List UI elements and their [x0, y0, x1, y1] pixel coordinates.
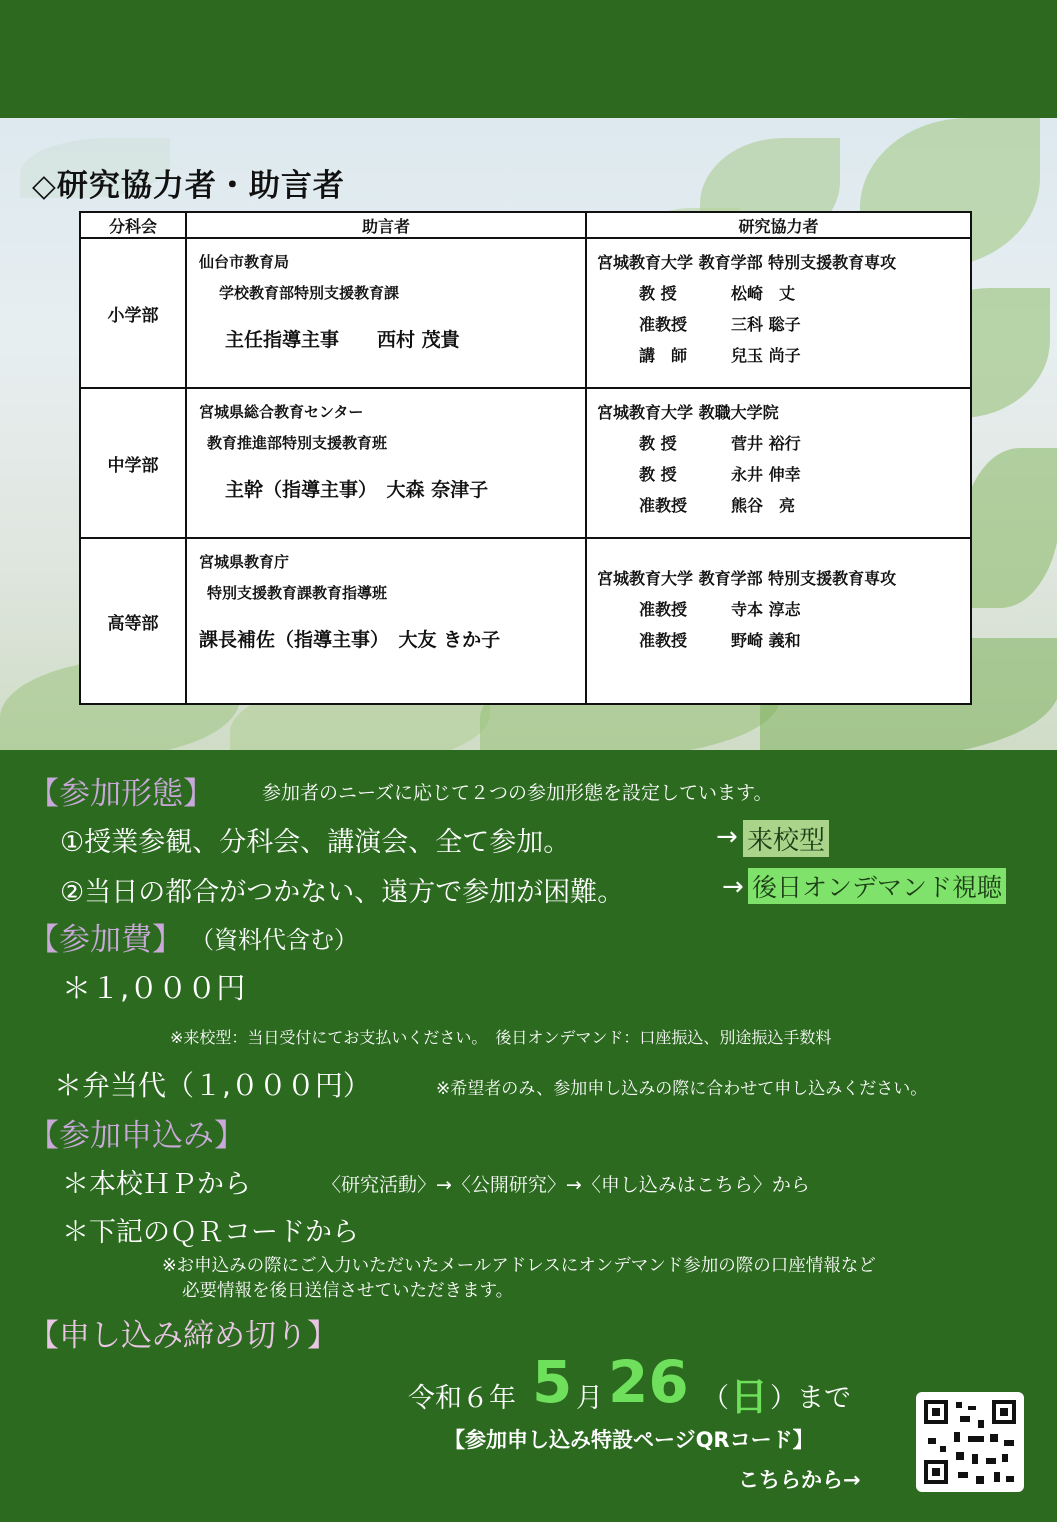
member-position: 准教授 — [639, 496, 688, 515]
member-item — [597, 278, 960, 309]
header-cooperator: 研究協力者 — [586, 212, 971, 238]
advisor-dept: 学校教育部特別支援教育課 — [219, 284, 400, 302]
member-position: 准教授 — [639, 315, 688, 334]
cooperator-org: 宮城教育大学 教職大学院 — [597, 403, 779, 422]
deadline-suffix: ）まで — [770, 1383, 851, 1414]
cooperator-table — [79, 211, 972, 705]
header-advisor: 助言者 — [186, 212, 586, 238]
deadline-month: 5 — [532, 1348, 573, 1416]
header-division: 分科会 — [80, 212, 186, 238]
member-item — [597, 625, 960, 656]
apply-qr: ＊下記のＱＲコードから — [62, 1217, 359, 1248]
member-name: 松崎 丈 — [731, 284, 796, 303]
fee-note: （資料代含む） — [190, 926, 358, 954]
fee-amount: ＊１,０００円 — [62, 971, 246, 1005]
member-item — [597, 428, 960, 459]
advisor-cell — [186, 388, 586, 538]
cooperator-cell — [586, 388, 971, 538]
option-2-tag: 後日オンデマンド視聴 — [748, 868, 1006, 904]
member-position: 教 授 — [639, 434, 677, 453]
qr-pointer: こちらから→ — [738, 1468, 861, 1492]
participation-heading: 【参加形態】 — [28, 776, 214, 812]
cooperator-org: 宮城教育大学 教育学部 特別支援教育専攻 — [597, 253, 897, 272]
option-2: ②当日の都合がつかない、遠方で参加が困難。 — [60, 877, 625, 908]
apply-note-1: ※お申込みの際にご入力いただいたメールアドレスにオンデマンド参加の際の口座情報など — [162, 1256, 876, 1276]
member-position: 准教授 — [639, 631, 688, 650]
advisor-title-name: 課長補佐（指導主事） 大友 きか子 — [199, 629, 501, 651]
member-item — [597, 594, 960, 625]
table-header-row — [80, 212, 971, 238]
option-1-arrow: → — [716, 822, 738, 852]
qr-label: 【参加申し込み特設ページQRコード】 — [444, 1428, 814, 1452]
advisor-title-name: 主任指導主事 西村 茂貴 — [225, 329, 460, 351]
lunch-note: ※希望者のみ、参加申し込みの際に合わせて申し込みください。 — [436, 1079, 928, 1099]
advisor-cell — [186, 538, 586, 704]
division-name: 中学部 — [80, 388, 186, 538]
section-title: ◇研究協力者・助言者 — [32, 168, 345, 204]
participation-desc: 参加者のニーズに応じて２つの参加形態を設定しています。 — [262, 782, 773, 804]
member-position: 教 授 — [639, 465, 677, 484]
top-band — [0, 0, 1057, 118]
apply-note-2: 必要情報を後日送信させていただきます。 — [182, 1281, 514, 1301]
cooperator-org: 宮城教育大学 教育学部 特別支援教育専攻 — [597, 569, 897, 588]
info-section — [0, 750, 1057, 1522]
apply-heading: 【参加申込み】 — [28, 1118, 245, 1154]
division-name: 小学部 — [80, 238, 186, 388]
fee-payment-note: ※来校型：当日受付にてお支払いください。 後日オンデマンド：口座振込、別途振込手数料 — [170, 1028, 832, 1047]
deadline-month-unit: 月 — [576, 1383, 603, 1414]
member-position: 講 師 — [639, 346, 688, 365]
advisor-title-name: 主幹（指導主事） 大森 奈津子 — [225, 479, 489, 501]
table-row — [80, 238, 971, 388]
deadline-day: 26 — [608, 1348, 689, 1416]
apply-path: 〈研究活動〉→〈公開研究〉→〈申し込みはこちら〉から — [322, 1174, 810, 1196]
deadline-paren-open: （ — [702, 1383, 729, 1414]
member-name: 野崎 義和 — [731, 631, 801, 650]
option-1-tag: 来校型 — [743, 820, 829, 857]
member-name: 三科 聡子 — [731, 315, 801, 334]
member-position: 教 授 — [639, 284, 677, 303]
deadline-heading: 【申し込み締め切り】 — [28, 1318, 338, 1354]
advisor-org: 宮城県教育庁 — [199, 553, 290, 571]
deadline-weekday: 日 — [730, 1375, 769, 1419]
cooperator-cell — [586, 238, 971, 388]
advisor-dept: 特別支援教育課教育指導班 — [207, 584, 388, 602]
option-2-arrow: → — [722, 872, 744, 902]
advisor-org: 宮城県総合教育センター — [199, 403, 364, 421]
member-name: 菅井 裕行 — [731, 434, 801, 453]
member-item — [597, 340, 960, 371]
cooperator-cell — [586, 538, 971, 704]
member-position: 准教授 — [639, 600, 688, 619]
division-name: 高等部 — [80, 538, 186, 704]
deadline-era: 令和６年 — [408, 1383, 516, 1414]
advisor-org: 仙台市教育局 — [199, 253, 290, 271]
lunch-fee: ＊弁当代（１,０００円） — [54, 1069, 371, 1102]
member-item — [597, 459, 960, 490]
member-name: 兒玉 尚子 — [731, 346, 801, 365]
member-name: 熊谷 亮 — [731, 496, 796, 515]
advisor-dept: 教育推進部特別支援教育班 — [207, 434, 388, 452]
member-item — [597, 309, 960, 340]
table-row — [80, 538, 971, 704]
member-name: 寺本 淳志 — [731, 600, 801, 619]
member-name: 永井 伸幸 — [731, 465, 801, 484]
fee-heading: 【参加費】 — [28, 922, 183, 958]
table-row — [80, 388, 971, 538]
apply-hp: ＊本校ＨＰから — [62, 1169, 251, 1200]
qr-code-icon[interactable] — [916, 1392, 1024, 1492]
advisor-cell — [186, 238, 586, 388]
member-item — [597, 490, 960, 521]
option-1: ①授業参観、分科会、講演会、全て参加。 — [60, 827, 571, 858]
